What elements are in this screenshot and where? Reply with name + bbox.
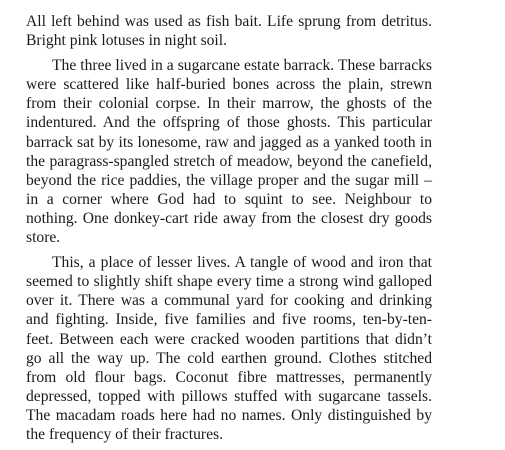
paragraph-fish-bait: All left behind was used as fish bait. Life sprung from detritus. Bright pink lotuses in night soil. [26,13,432,50]
paragraph-lesser-lives: This, a place of lesser lives. A tangle of wood and iron that seemed to slightly shift shape every time a strong wind galloped over it. There was a communal yard for cooking and drinking and fighting. Inside, five families and five rooms, ten-by-ten-feet. Between each were cracked wooden partitions that didn’t go all the way up. The cold earthen ground. Clothes stitched from old flour bags. Coconut fibre mattresses, permanently depressed, topped with pillows stuffed with sugarcane tassels. The macadam roads here had no names. Only distinguished by the frequency of their fractures. [26,254,432,443]
document-page [26,12,432,450]
paragraph-sugarcane-barrack: The three lived in a sugarcane estate barrack. These barracks were scattered like half-buried bones across the plain, strewn from their colonial corpse. In their marrow, the ghosts of the indentured. And the offspring of those ghosts. This particular barrack sat by its lonesome, raw and jagged as a yanked tooth in the paragrass-spangled stretch of meadow, beyond the canefield, beyond the rice paddies, the village proper and the sugar mill – in a corner where God had to squint to see. Neighbour to nothing. One donkey-cart ride away from the closest dry goods store. [26,57,432,247]
